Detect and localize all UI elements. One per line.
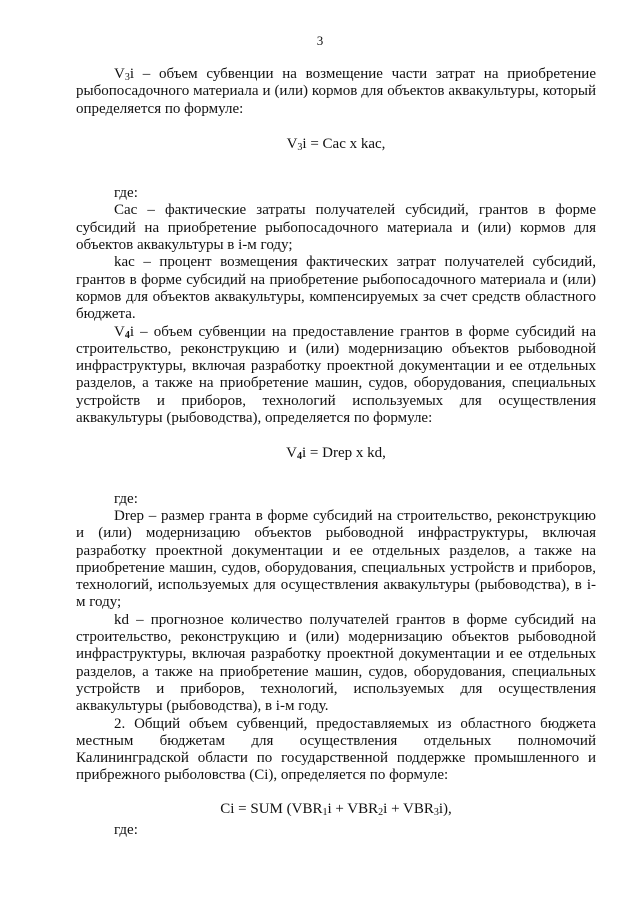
formula-ci-part2: i + VBR (327, 800, 379, 817)
v3-tail: i (129, 66, 135, 82)
paragraph-kd: kd – прогнозное количество получателей грантов в форме субсидий на строительство, реконструкцию и (или) модернизацию объектов рыбоводной инфраструктуры, включая разработку проектной документации и ее отдельных разделов, а также на приобретение машин, судов, оборудования, специальных устройств и приборов, технологий, используемых для осуществления аквакультуры (рыбоводства), в i-м году. (76, 611, 596, 715)
formula-v3-sub: 3 (297, 141, 303, 153)
paragraph-drep: Drep – размер гранта в форме субсидий на строительство, реконструкцию и (или) модернизацию объектов рыбоводной инфраструктуры, включая разработку проектной документации и ее отдельных разделов, а также на приобретение машин, судов, оборудования, специальных устройств и приборов, технологий, используемых для осуществления аквакультуры (рыбоводства), в i-м году; (76, 507, 596, 611)
formula-v3 (76, 136, 596, 153)
v4-subscript: 4 (124, 329, 130, 341)
where-label-1: где: (114, 185, 138, 202)
formula-ci (76, 801, 596, 818)
paragraph-kac: kac – процент возмещения фактических затрат получателей субсидий, грантов в форме субсидий на приобретение рыбопосадочного материала и (или) кормов для объектов аквакультуры, компенсируемых за счет средств областного бюджета. (76, 254, 596, 323)
formula-ci-part1: Сi = SUM (VBR (220, 800, 323, 817)
formula-ci-part3: i + VBR (383, 800, 434, 817)
formula-v4-rhs: i = Drep х kd, (301, 445, 386, 462)
v4-text: – объем субвенции на предоставление грантов в форме субсидий на строительство, реконструкцию и (или) модернизацию объектов рыбоводной инфраструктуры, включая разработку проектной документации и ее отдельных разделов, а также на приобретение машин, судов, оборудования, специальных устройств и приборов, технологий используемых для осуществления аквакультуры (рыбоводства), определяется по формуле: (76, 323, 596, 427)
paragraph-v4 (76, 324, 596, 428)
document-body (76, 66, 596, 839)
formula-v3-lhs: V (286, 135, 298, 152)
formula-v4-sub: 4 (296, 451, 302, 463)
v3-subscript: 3 (124, 72, 130, 83)
paragraph-v3 (76, 66, 596, 118)
formula-v4-lhs: V (286, 445, 297, 462)
where-label-3: где: (114, 821, 138, 838)
paragraph-cac: Сас – фактические затраты получателей субсидий, грантов в форме субсидий на приобретение рыбопосадочного материала и (или) кормов для объектов аквакультуры в i-м году; (76, 202, 596, 254)
formula-ci-sub2: 2 (378, 806, 384, 818)
formula-v4 (76, 445, 596, 462)
v3-text: – объем субвенции на возмещение части затрат на приобретение рыбопосадочного материала и (или) кормов для объектов аквакультуры, который определяется по формуле: (76, 66, 596, 117)
page-number: 3 (316, 33, 324, 48)
v4-tail: i (129, 323, 135, 340)
v4-symbol: V (114, 323, 125, 340)
formula-ci-sub3: 3 (433, 806, 439, 818)
formula-ci-part4: i), (438, 800, 452, 817)
formula-ci-sub1: 1 (322, 806, 328, 818)
formula-v3-rhs: i = Сас х kac, (302, 135, 386, 152)
where-label-2: где: (114, 490, 138, 507)
paragraph-item-2: 2. Общий объем субвенций, предоставляемых из областного бюджета местным бюджетам для осуществления отдельных полномочий Калининградской области по государственной поддержке промышленного и прибрежного рыболовства (Сi), определяется по формуле: (76, 715, 596, 784)
v3-symbol: V (114, 66, 125, 82)
